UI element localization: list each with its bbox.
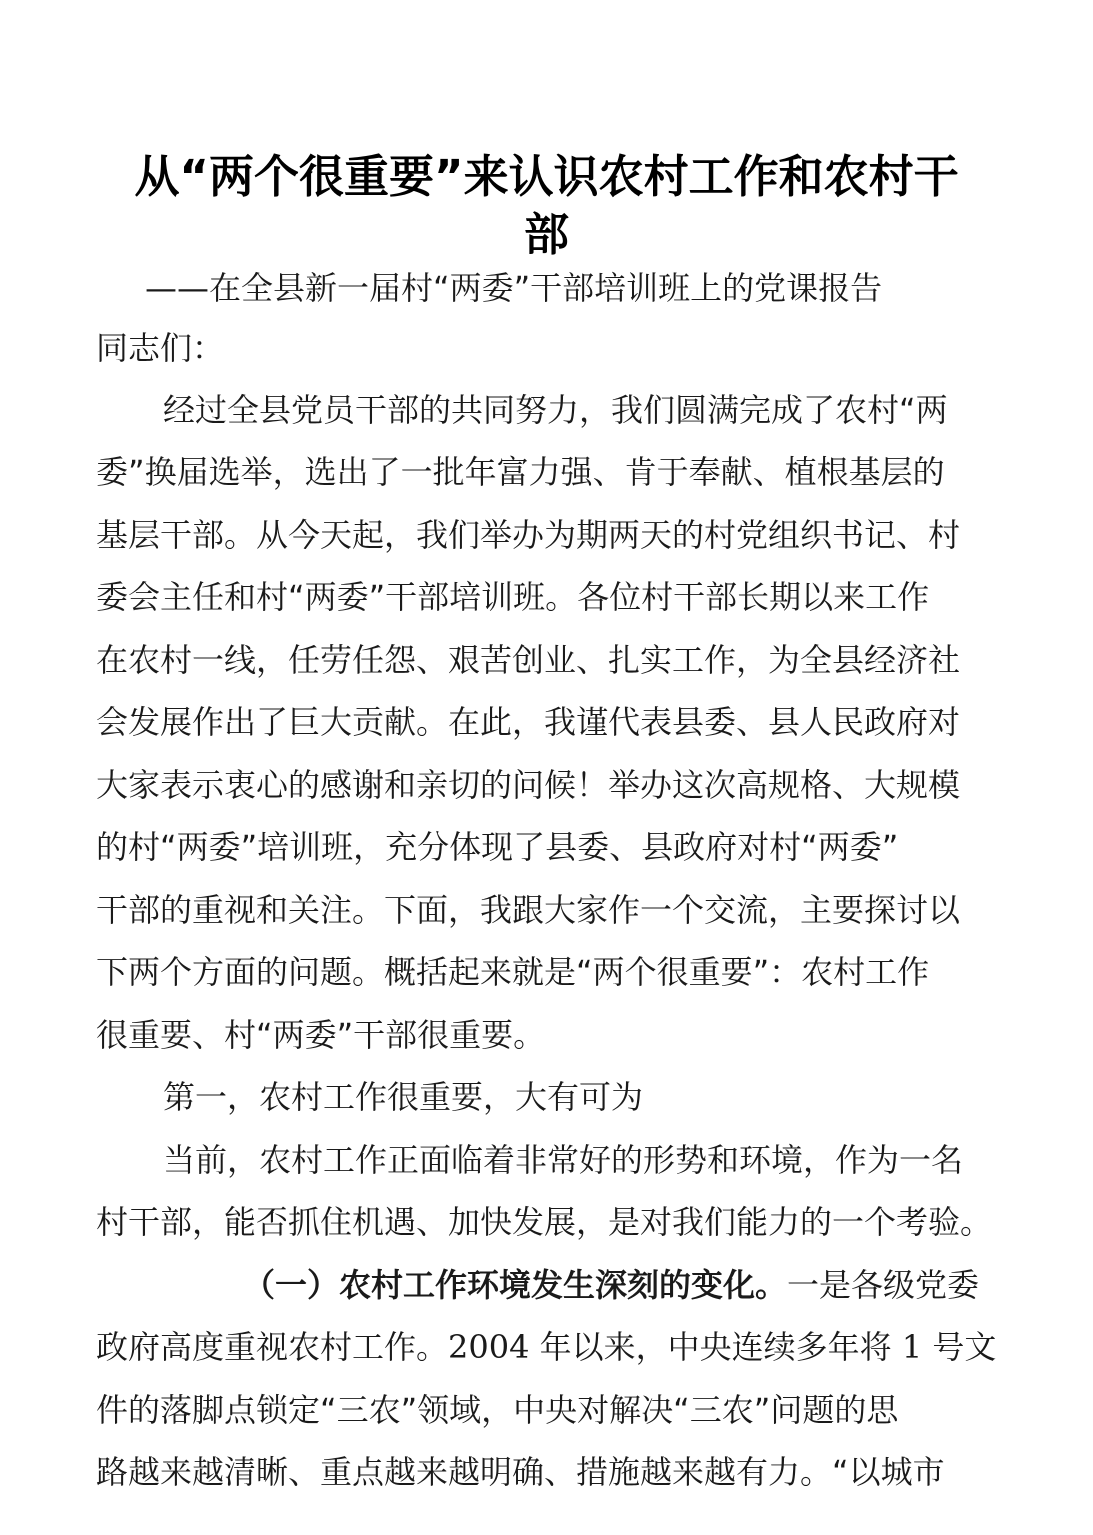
paragraph-1-line-4: 委会主任和村“两委”干部培训班。各位村干部长期以来工作 [96, 578, 930, 616]
paragraph-1-line-5: 在农村一线，任劳任怨、艰苦创业、扎实工作，为全县经济社 [96, 641, 961, 679]
document-title-line-1: 从“两个很重要”来认识农村工作和农村干 [134, 150, 959, 203]
document-subtitle: ——在全县新一届村“两委”干部培训班上的党课报告 [145, 269, 883, 307]
section-1-heading: 第一，农村工作很重要，大有可为 [163, 1078, 644, 1116]
paragraph-1-line-8: 的村“两委”培训班，充分体现了县委、县政府对村“两委” [96, 828, 899, 866]
paragraph-1-line-1: 经过全县党员干部的共同努力，我们圆满完成了农村“两 [163, 391, 948, 429]
paragraph-3-year: 2004 [448, 1328, 530, 1366]
paragraph-1-line-2: 委”换届选举，选出了一批年富力强、肯于奉献、植根基层的 [96, 453, 945, 491]
paragraph-3-line-2-part-a: 政府高度重视农村工作。 [96, 1328, 449, 1366]
paragraph-1-line-6: 会发展作出了巨大贡献。在此，我谨代表县委、县人民政府对 [96, 703, 961, 741]
paragraph-1-line-7: 大家表示衷心的感谢和亲切的问候！举办这次高规格、大规模 [96, 766, 961, 804]
paragraph-1-line-10: 下两个方面的问题。概括起来就是“两个很重要”：农村工作 [96, 953, 930, 991]
document-title-line-2: 部 [523, 208, 569, 261]
subsection-1-heading: （一）农村工作环境发生深刻的变化。 [243, 1266, 788, 1304]
paragraph-3-number: 1 [901, 1328, 923, 1366]
paragraph-3-line-2-part-c: 号文 [922, 1328, 997, 1366]
paragraph-2-line-2: 村干部，能否抓住机遇、加快发展，是对我们能力的一个考验。 [96, 1203, 993, 1241]
paragraph-3-line-4: 路越来越清晰、重点越来越明确、措施越来越有力。“以城市 [96, 1453, 945, 1491]
paragraph-3-line-2-part-b: 年以来，中央连续多年将 [529, 1328, 902, 1366]
paragraph-1-line-3: 基层干部。从今天起，我们举办为期两天的村党组织书记、村 [96, 516, 961, 554]
paragraph-1-line-11: 很重要、村“两委”干部很重要。 [96, 1016, 546, 1054]
paragraph-1-line-9: 干部的重视和关注。下面，我跟大家作一个交流，主要探讨以 [96, 891, 961, 929]
subsection-1-first-tail: 一是各级党委 [787, 1266, 980, 1304]
paragraph-2-line-1: 当前，农村工作正面临着非常好的形势和环境，作为一名 [163, 1141, 964, 1179]
subsection-1-line-1 [243, 1259, 979, 1311]
paragraph-3-line-2 [96, 1321, 996, 1373]
salutation: 同志们： [96, 329, 225, 367]
paragraph-3-line-3: 件的落脚点锁定“三农”领域，中央对解决“三农”问题的思 [96, 1391, 899, 1429]
